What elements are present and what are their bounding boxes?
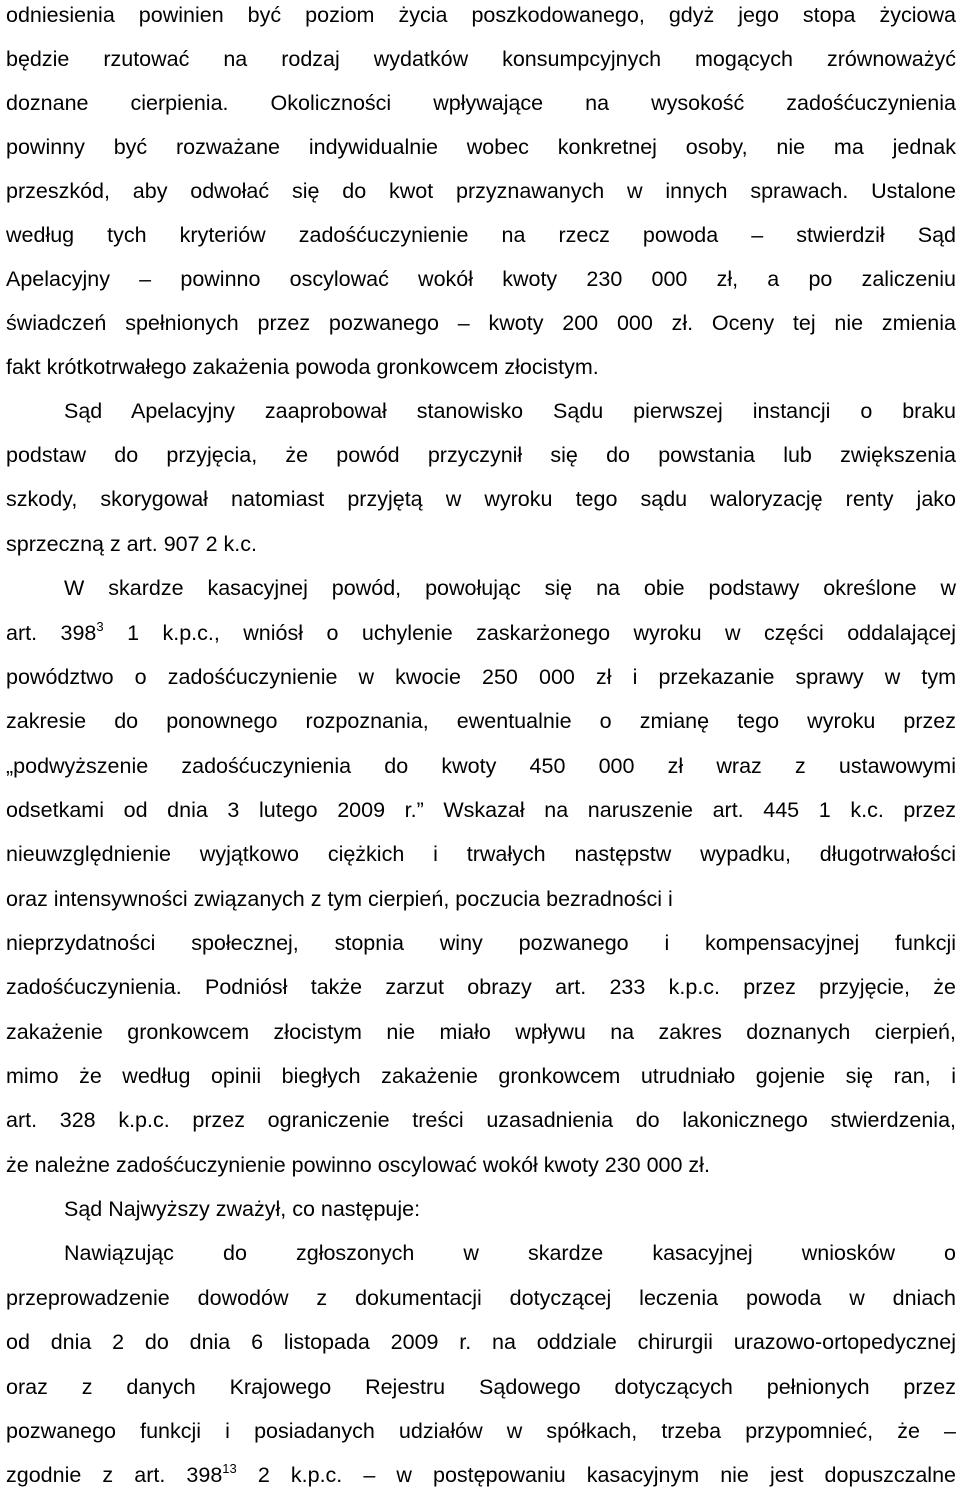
text-line: fakt krótkotrwałego zakażenia powoda gronkowcem złocistym. [6, 355, 599, 379]
text-line: doznane cierpienia. Okoliczności wpływające na wysokość zadośćuczynienia [6, 91, 956, 115]
text-line: odsetkami od dnia 3 lutego 2009 r.” Wskazał na naruszenie art. 445 1 k.c. przez [6, 798, 956, 822]
text-line: zakażenie gronkowcem złocistym nie miało wpływu na zakres doznanych cierpień, [6, 1020, 956, 1044]
text-line: oraz z danych Krajowego Rejestru Sądowego dotyczących pełnionych przez [6, 1375, 956, 1399]
text-line: Apelacyjny – powinno oscylować wokół kwoty 230 000 zł, a po zaliczeniu [6, 267, 956, 291]
text-line: Sąd Apelacyjny zaaprobował stanowisko Sądu pierwszej instancji o braku [64, 399, 956, 423]
text-line [6, 1460, 956, 1490]
text-line: zakresie do ponownego rozpoznania, ewentualnie o zmianę tego wyroku przez [6, 709, 956, 733]
text-line: szkody, skorygował natomiast przyjętą w wyroku tego sądu waloryzację renty jako [6, 487, 956, 511]
section-heading: Sąd Najwyższy zważył, co następuje: [64, 1197, 421, 1221]
text-line: podstaw do przyjęcia, że powód przyczynił się do powstania lub zwiększenia [6, 443, 956, 467]
text-line: według tych kryteriów zadośćuczynienie na rzecz powoda – stwierdził Sąd [6, 223, 956, 247]
text-line: od dnia 2 do dnia 6 listopada 2009 r. na oddziale chirurgii urazowo-ortopedycznej [6, 1330, 956, 1354]
text-line: powinny być rozważane indywidualnie wobec konkretnej osoby, nie ma jednak [6, 135, 956, 159]
text-line: W skardze kasacyjnej powód, powołując się na obie podstawy określone w [64, 576, 956, 600]
text-line: że należne zadośćuczynienie powinno oscylować wokół kwoty 230 000 zł. [6, 1153, 710, 1177]
text-line: świadczeń spełnionych przez pozwanego – kwoty 200 000 zł. Oceny tej nie zmienia [6, 311, 956, 335]
text-segment: 1 k.p.c., wniósł o uchylenie zaskarżonego wyroku w części oddalającej [103, 621, 956, 645]
text-line: zadośćuczynienia. Podniósł także zarzut obrazy art. 233 k.p.c. przez przyjęcie, że [6, 975, 956, 999]
superscript: 13 [222, 1461, 237, 1476]
text-line: sprzeczną z art. 907 2 k.c. [6, 532, 257, 556]
text-line: będzie rzutować na rodzaj wydatków konsumpcyjnych mogących zrównoważyć [6, 47, 956, 71]
text-segment: zgodnie z art. 398 [6, 1463, 223, 1487]
text-segment: 2 k.p.c. – w postępowaniu kasacyjnym nie jest dopuszczalne [236, 1463, 957, 1487]
text-line: nieuwzględnienie wyjątkowo ciężkich i trwałych następstw wypadku, długotrwałości [6, 842, 956, 866]
superscript: 3 [96, 619, 104, 634]
text-line [6, 618, 956, 648]
text-line: mimo że według opinii biegłych zakażenie gronkowcem utrudniało gojenie się ran, i [6, 1064, 956, 1088]
text-line: oraz intensywności związanych z tym cierpień, poczucia bezradności i [6, 887, 673, 911]
text-line: nieprzydatności społecznej, stopnia winy pozwanego i kompensacyjnej funkcji [6, 931, 956, 955]
text-line: art. 328 k.p.c. przez ograniczenie treści uzasadnienia do lakonicznego stwierdzenia, [6, 1108, 956, 1132]
text-line: powództwo o zadośćuczynienie w kwocie 250 000 zł i przekazanie sprawy w tym [6, 665, 956, 689]
text-line: przeprowadzenie dowodów z dokumentacji dotyczącej leczenia powoda w dniach [6, 1286, 956, 1310]
text-line: „podwyższenie zadośćuczynienia do kwoty 450 000 zł wraz z ustawowymi [6, 754, 956, 778]
text-segment: art. 398 [6, 621, 97, 645]
text-line: odniesienia powinien być poziom życia poszkodowanego, gdyż jego stopa życiowa [6, 3, 956, 27]
text-line: pozwanego funkcji i posiadanych udziałów w spółkach, trzeba przypomnieć, że – [6, 1419, 956, 1443]
text-line: przeszkód, aby odwołać się do kwot przyznawanych w innych sprawach. Ustalone [6, 179, 956, 203]
text-line: Nawiązując do zgłoszonych w skardze kasacyjnej wniosków o [64, 1241, 956, 1265]
